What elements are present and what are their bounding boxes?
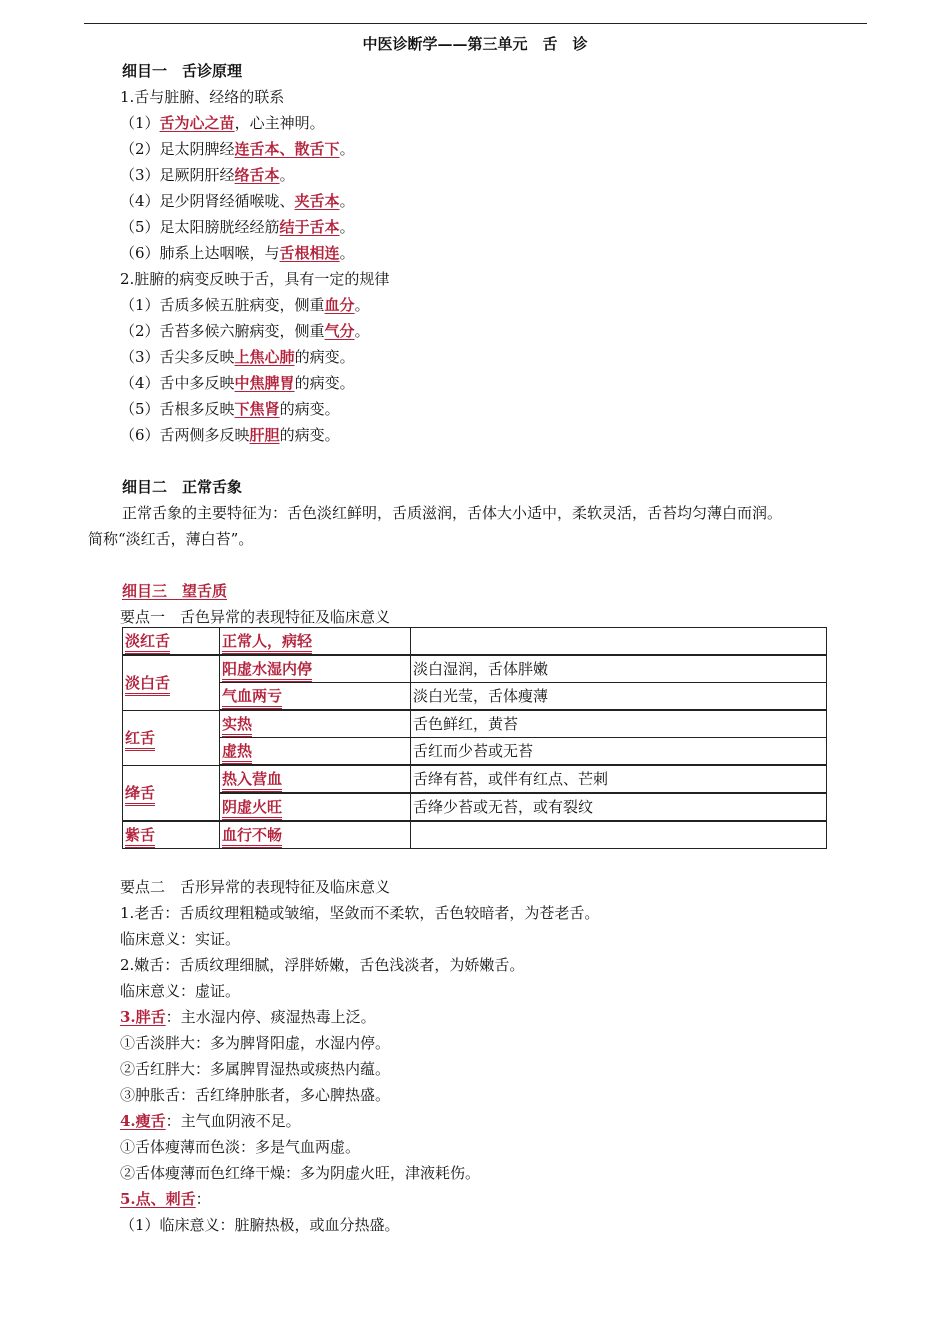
section3-point1: 要点一 舌色异常的表现特征及临床意义	[120, 608, 391, 626]
list-item: （2）舌苔多候六腑病变，侧重气分。	[120, 322, 370, 340]
paragraph: 4.瘦舌：主气血阴液不足。	[120, 1112, 301, 1130]
table-row	[123, 765, 827, 793]
table-cell: 血行不畅	[220, 821, 411, 849]
table-cell: 淡白光莹，舌体瘦薄	[411, 683, 827, 711]
paragraph: 3.胖舌：主水湿内停、痰湿热毒上泛。	[120, 1008, 376, 1026]
table-cell: 舌红而少苔或无苔	[411, 738, 827, 766]
table-cell	[411, 628, 827, 656]
section1-heading: 细目一 舌诊原理	[122, 62, 243, 80]
table-cell: 舌色鲜红，黄苔	[411, 710, 827, 738]
list-item: （6）肺系上达咽喉，与舌根相连。	[120, 244, 355, 262]
table-cell: 阴虚火旺	[220, 793, 411, 821]
table-row	[123, 821, 827, 849]
key-term: 3.胖舌	[120, 1008, 166, 1026]
section2-paragraph: 正常舌象的主要特征为：舌色淡红鲜明，舌质滋润，舌体大小适中，柔软灵活，舌苔均匀薄白而润。	[122, 504, 783, 522]
list-item: （1）舌为心之苗，心主神明。	[120, 114, 325, 132]
section3-heading: 细目三 望舌质	[122, 582, 228, 600]
key-term: 中焦脾胃	[234, 374, 295, 392]
paragraph: 临床意义：实证。	[120, 930, 241, 948]
table-row	[123, 683, 827, 711]
table-cell: 气血两亏	[220, 683, 411, 711]
section2-heading: 细目二 正常舌象	[122, 478, 243, 496]
table-row	[123, 628, 827, 656]
list-item: ③肿胀舌：舌红绛肿胀者，多心脾热盛。	[120, 1086, 391, 1104]
section2-paragraph-cont: 简称“淡红舌，薄白苔”。	[88, 530, 254, 548]
list-item: （4）足少阴肾经循喉咙、夹舌本。	[120, 192, 355, 210]
key-term: 络舌本	[234, 166, 280, 184]
list-item: （5）舌根多反映下焦肾的病变。	[120, 400, 340, 418]
table-cell: 实热	[220, 710, 411, 738]
key-term: 气分	[324, 322, 355, 340]
key-term: 舌为心之苗	[159, 114, 235, 132]
key-term: 血分	[324, 296, 355, 314]
key-term: 4.瘦舌	[120, 1112, 166, 1130]
list-item: （6）舌两侧多反映肝胆的病变。	[120, 426, 340, 444]
list-item: （4）舌中多反映中焦脾胃的病变。	[120, 374, 355, 392]
table-cell: 淡白湿润，舌体胖嫩	[411, 655, 827, 683]
paragraph: 5.点、刺舌：	[120, 1190, 211, 1208]
table-cell: 热入营血	[220, 765, 411, 793]
table-row	[123, 710, 827, 738]
table-cell	[411, 821, 827, 849]
paragraph: 临床意义：虚证。	[120, 982, 241, 1000]
key-term: 肝胆	[249, 426, 280, 444]
table-cell: 舌绛有苔，或伴有红点、芒刺	[411, 765, 827, 793]
key-term: 舌根相连	[279, 244, 340, 262]
table-cell: 淡红舌	[123, 628, 220, 656]
section1-point1: 1.舌与脏腑、经络的联系	[120, 88, 285, 106]
paragraph: 2.嫩舌：舌质纹理细腻，浮胖娇嫩，舌色浅淡者，为娇嫩舌。	[120, 956, 525, 974]
list-item: ②舌红胖大：多属脾胃湿热或痰热内蕴。	[120, 1060, 391, 1078]
table-cell: 虚热	[220, 738, 411, 766]
key-term: 结于舌本	[279, 218, 340, 236]
table-cell: 紫舌	[123, 821, 220, 849]
list-item: （5）足太阳膀胱经经筋结于舌本。	[120, 218, 355, 236]
table-row	[123, 738, 827, 766]
table-cell: 红舌	[123, 710, 220, 765]
paragraph: 1.老舌：舌质纹理粗糙或皱缩，坚敛而不柔软，舌色较暗者，为苍老舌。	[120, 904, 600, 922]
table-cell: 阳虚水湿内停	[220, 655, 411, 683]
list-item: （1）舌质多候五脏病变，侧重血分。	[120, 296, 370, 314]
key-term: 下焦肾	[234, 400, 280, 418]
list-item: （3）足厥阴肝经络舌本。	[120, 166, 295, 184]
key-term: 夹舌本	[294, 192, 340, 210]
table-row	[123, 793, 827, 821]
key-term: 连舌本、散舌下	[234, 140, 340, 158]
list-item: （1）临床意义：脏腑热极，或血分热盛。	[120, 1216, 400, 1234]
key-term: 上焦心肺	[234, 348, 295, 366]
section1-point2: 2.脏腑的病变反映于舌，具有一定的规律	[120, 270, 390, 288]
list-item: ②舌体瘦薄而色红绛干燥：多为阴虚火旺，津液耗伤。	[120, 1164, 481, 1182]
table-cell: 淡白舌	[123, 655, 220, 710]
table-cell: 正常人，病轻	[220, 628, 411, 656]
page-title: 中医诊断学——第三单元 舌 诊	[362, 35, 588, 53]
list-item: （3）舌尖多反映上焦心肺的病变。	[120, 348, 355, 366]
table-cell: 绛舌	[123, 765, 220, 821]
tongue-color-table	[122, 627, 827, 849]
list-item: （2）足太阴脾经连舌本、散舌下。	[120, 140, 355, 158]
header-rule	[84, 23, 867, 24]
key-term: 5.点、刺舌	[120, 1190, 196, 1208]
section3-point2: 要点二 舌形异常的表现特征及临床意义	[120, 878, 391, 896]
list-item: ①舌淡胖大：多为脾肾阳虚，水湿内停。	[120, 1034, 391, 1052]
table-row	[123, 655, 827, 683]
table-cell: 舌绛少苔或无苔，或有裂纹	[411, 793, 827, 821]
list-item: ①舌体瘦薄而色淡：多是气血两虚。	[120, 1138, 361, 1156]
